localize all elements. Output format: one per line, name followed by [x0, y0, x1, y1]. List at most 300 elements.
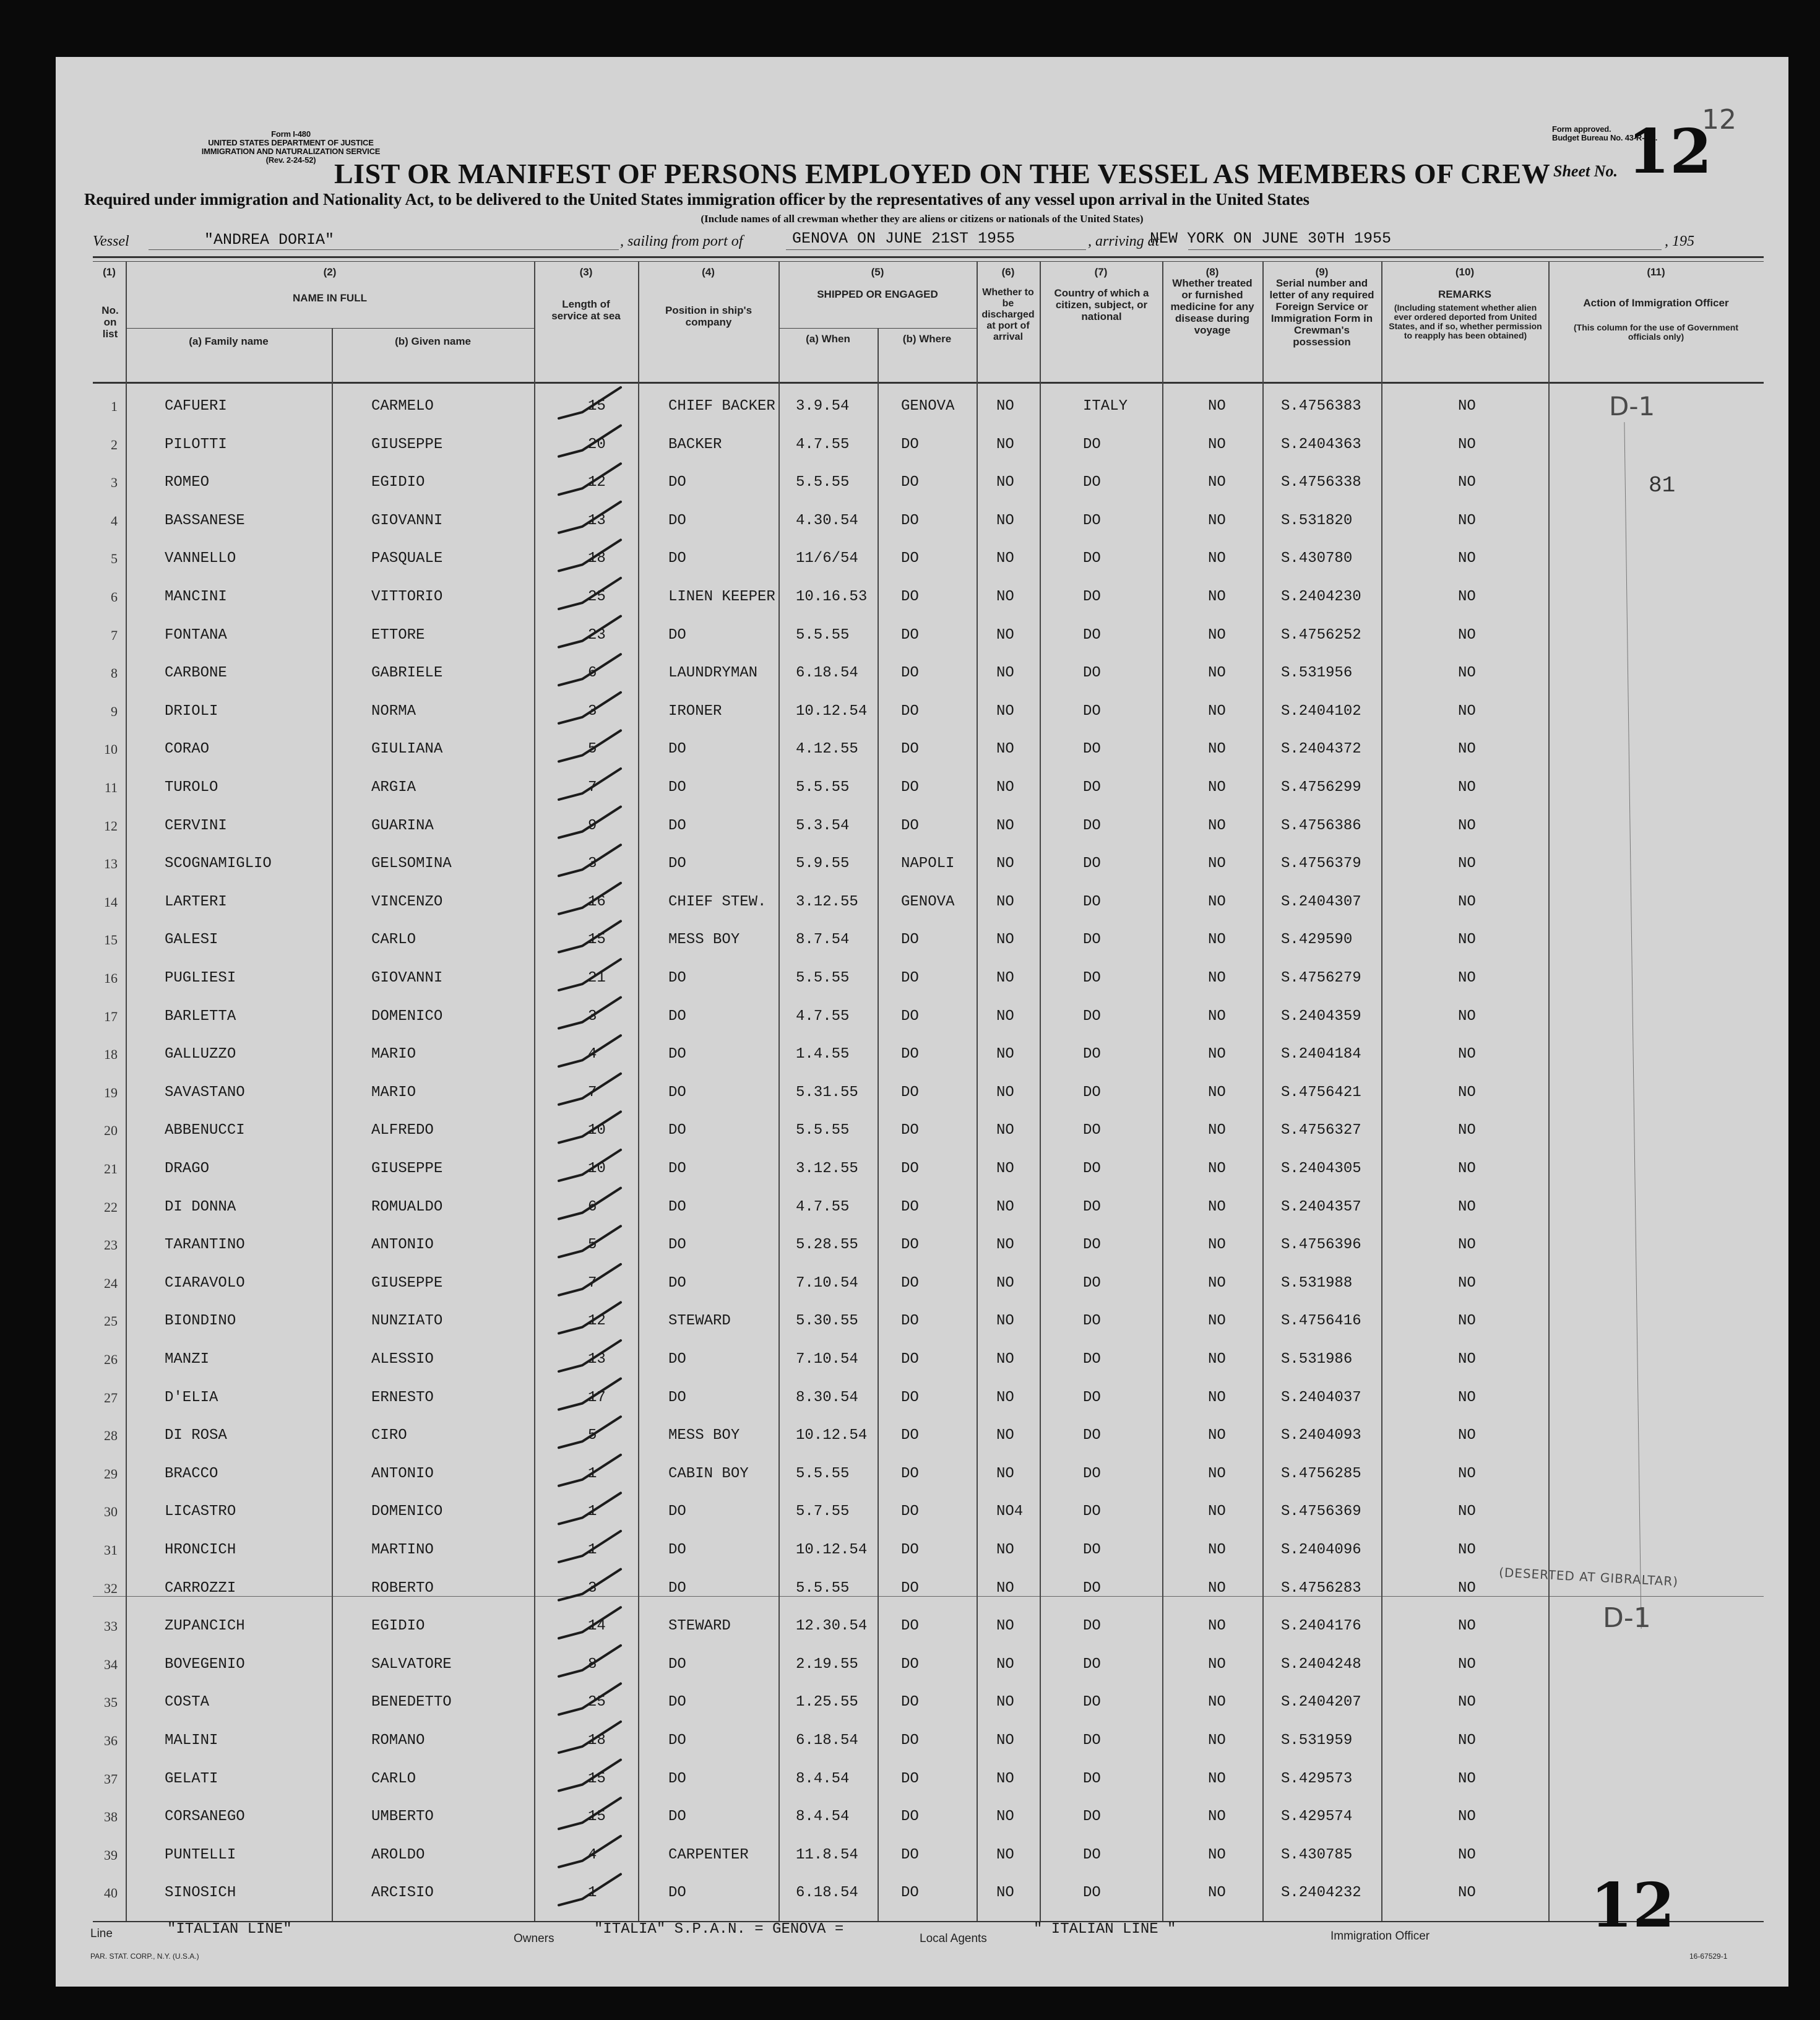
vessel-underline	[149, 249, 619, 250]
country: DO	[1083, 855, 1101, 872]
service-check-marks	[534, 385, 638, 1920]
service-length: 10	[588, 1122, 606, 1139]
medicine: NO	[1208, 855, 1226, 872]
engaged-where: DO	[901, 1503, 919, 1520]
engaged-when: 3.12.55	[796, 1160, 858, 1177]
family-name: MALINI	[165, 1732, 218, 1749]
sailing-underline	[786, 249, 1086, 250]
remarks: NO	[1458, 1808, 1476, 1825]
service-length: 25	[588, 589, 606, 605]
engaged-where: DO	[901, 1656, 919, 1673]
column-rule	[126, 261, 127, 1921]
row-number: 1	[111, 399, 118, 414]
discharged: NO	[996, 779, 1014, 796]
country: DO	[1083, 1122, 1101, 1139]
col-1-header: No. on list	[101, 304, 119, 340]
medicine: NO	[1208, 1771, 1226, 1787]
owners-value: "ITALIA" S.P.A.N. = GENOVA =	[594, 1921, 844, 1938]
discharged: NO	[996, 1427, 1014, 1444]
country: DO	[1083, 1084, 1101, 1101]
check-stroke	[559, 1646, 621, 1677]
medicine: NO	[1208, 931, 1226, 948]
medicine: NO	[1208, 818, 1226, 834]
check-stroke	[559, 1836, 621, 1867]
service-length: 5	[588, 1237, 597, 1253]
engaged-when: 5.5.55	[796, 1580, 850, 1597]
country: DO	[1083, 1771, 1101, 1787]
medicine: NO	[1208, 1503, 1226, 1520]
family-name: CORSANEGO	[165, 1808, 245, 1825]
medicine: NO	[1208, 436, 1226, 453]
service-length: 17	[588, 1389, 606, 1406]
given-name: DOMENICO	[371, 1503, 443, 1520]
service-length: 12	[588, 474, 606, 491]
budget-text: Budget Bureau No. 43-R-8.3.	[1552, 133, 1658, 142]
position: DO	[668, 1503, 686, 1520]
service-length: 8	[588, 1656, 597, 1673]
engaged-when: 3.9.54	[796, 398, 850, 415]
country: DO	[1083, 1656, 1101, 1673]
family-name: BIONDINO	[165, 1313, 236, 1329]
remarks: NO	[1458, 1884, 1476, 1901]
medicine: NO	[1208, 970, 1226, 986]
serial-number: S.531820	[1281, 512, 1353, 529]
serial-number: S.531988	[1281, 1275, 1353, 1292]
engaged-when: 4.7.55	[796, 1199, 850, 1215]
family-name: CIARAVOLO	[165, 1275, 245, 1292]
position: MESS BOY	[668, 931, 740, 948]
country: DO	[1083, 1389, 1101, 1406]
position: DO	[668, 1694, 686, 1711]
medicine: NO	[1208, 894, 1226, 910]
engaged-where: DO	[901, 474, 919, 491]
check-stroke	[559, 1722, 621, 1753]
vessel-name: "ANDREA DORIA"	[204, 231, 335, 249]
row-number: 23	[104, 1237, 118, 1253]
agents-value: " ITALIAN LINE "	[1033, 1921, 1176, 1938]
check-stroke	[559, 1226, 621, 1257]
country: DO	[1083, 779, 1101, 796]
name-header-divider	[126, 328, 534, 329]
position: DO	[668, 1122, 686, 1139]
service-length: 4	[588, 1847, 597, 1863]
remarks: NO	[1458, 1427, 1476, 1444]
country: DO	[1083, 818, 1101, 834]
col-8-header: Whether treated or furnished medicine for any disease during voyage	[1170, 277, 1254, 336]
service: IMMIGRATION AND NATURALIZATION SERVICE	[201, 147, 381, 156]
given-name: NORMA	[371, 703, 416, 720]
service-length: 10	[588, 1160, 606, 1177]
col-3-number: (3)	[579, 266, 593, 278]
row-number: 38	[104, 1809, 118, 1824]
serial-number: S.4756338	[1281, 474, 1361, 491]
discharged: NO	[996, 627, 1014, 644]
row-number: 35	[104, 1694, 118, 1710]
col-2b-header: (b) Given name	[395, 335, 471, 347]
engaged-when: 6.18.54	[796, 1884, 858, 1901]
engaged-where: GENOVA	[901, 894, 955, 910]
engaged-where: DO	[901, 550, 919, 567]
position: MESS BOY	[668, 1427, 740, 1444]
row-number: 37	[104, 1771, 118, 1787]
serial-number: S.2404359	[1281, 1008, 1361, 1025]
position: DO	[668, 741, 686, 758]
remarks: NO	[1458, 589, 1476, 605]
service-length: 16	[588, 894, 606, 910]
form-note: (Include names of all crewman whether they are aliens or citizens or nationals of the United States)	[701, 213, 1144, 225]
serial-number: S.430780	[1281, 550, 1353, 567]
serial-number: S.4756396	[1281, 1237, 1361, 1253]
medicine: NO	[1208, 1656, 1226, 1673]
family-name: BASSANESE	[165, 512, 245, 529]
row-number: 32	[104, 1581, 118, 1596]
medicine: NO	[1208, 474, 1226, 491]
arriving-label: , arriving at	[1088, 233, 1160, 249]
service-length: 1	[588, 1503, 597, 1520]
check-stroke	[559, 693, 621, 723]
engaged-when: 5.7.55	[796, 1503, 850, 1520]
col-11-header: Action of Immigration Officer	[1583, 297, 1729, 309]
medicine: NO	[1208, 1618, 1226, 1634]
print-code: 16-67529-1	[1689, 1952, 1728, 1961]
discharged: NO	[996, 1275, 1014, 1292]
row-number: 34	[104, 1657, 118, 1672]
row-number: 21	[104, 1161, 118, 1176]
family-name: MANCINI	[165, 589, 227, 605]
engaged-when: 1.25.55	[796, 1694, 858, 1711]
discharged: NO4	[996, 1503, 1024, 1520]
serial-number: S.2404357	[1281, 1199, 1361, 1215]
medicine: NO	[1208, 1008, 1226, 1025]
check-stroke	[559, 1493, 621, 1524]
engaged-when: 4.7.55	[796, 436, 850, 453]
row-number: 40	[104, 1885, 118, 1901]
check-stroke	[559, 1683, 621, 1714]
check-stroke	[559, 1340, 621, 1371]
engaged-when: 7.10.54	[796, 1351, 858, 1368]
serial-number: S.429573	[1281, 1771, 1353, 1787]
corner-pencil-mark: 12	[1702, 104, 1736, 136]
given-name: SALVATORE	[371, 1656, 452, 1673]
row-number: 27	[104, 1390, 118, 1405]
serial-number: S.4756386	[1281, 818, 1361, 834]
serial-number: S.2404176	[1281, 1618, 1361, 1634]
service-length: 7	[588, 1275, 597, 1292]
country: DO	[1083, 1427, 1101, 1444]
row-number: 33	[104, 1618, 118, 1634]
engaged-where: DO	[901, 970, 919, 986]
arriving-port: NEW YORK ON JUNE 30TH 1955	[1150, 230, 1392, 248]
serial-number: S.4756369	[1281, 1503, 1361, 1520]
given-name: NUNZIATO	[371, 1313, 443, 1329]
check-stroke	[559, 1188, 621, 1219]
country: DO	[1083, 1732, 1101, 1749]
country: DO	[1083, 1046, 1101, 1063]
country: DO	[1083, 1275, 1101, 1292]
given-name: GIOVANNI	[371, 970, 443, 986]
engaged-where: DO	[901, 436, 919, 453]
medicine: NO	[1208, 779, 1226, 796]
country: DO	[1083, 1847, 1101, 1863]
approval-text: Form approved.	[1552, 124, 1611, 134]
check-stroke	[559, 1569, 621, 1600]
check-stroke	[559, 1302, 621, 1333]
position: STEWARD	[668, 1313, 731, 1329]
service-length: 7	[588, 1084, 597, 1101]
remarks: NO	[1458, 931, 1476, 948]
discharged: NO	[996, 1389, 1014, 1406]
col-10-note: (Including statement whether alien ever ordered deported from United States, and if so, whether permission to reapply has been obtained)	[1389, 303, 1542, 340]
discharged: NO	[996, 894, 1014, 910]
engaged-when: 6.18.54	[796, 1732, 858, 1749]
medicine: NO	[1208, 1122, 1226, 1139]
discharged: NO	[996, 703, 1014, 720]
engaged-when: 10.12.54	[796, 703, 868, 720]
country: DO	[1083, 1465, 1101, 1482]
engaged-when: 5.3.54	[796, 818, 850, 834]
medicine: NO	[1208, 1884, 1226, 1901]
discharged: NO	[996, 1237, 1014, 1253]
check-stroke	[559, 426, 621, 457]
check-stroke	[559, 1264, 621, 1295]
given-name: PASQUALE	[371, 550, 443, 567]
row-number: 29	[104, 1466, 118, 1482]
given-name: DOMENICO	[371, 1008, 443, 1025]
given-name: CARLO	[371, 1771, 416, 1787]
service-length: 1	[588, 1465, 597, 1482]
country: DO	[1083, 1351, 1101, 1368]
medicine: NO	[1208, 1351, 1226, 1368]
col-2a-header: (a) Family name	[189, 335, 269, 347]
col-10-number: (10)	[1455, 266, 1475, 278]
family-name: VANNELLO	[165, 550, 236, 567]
row-number: 19	[104, 1085, 118, 1100]
vessel-label: Vessel	[93, 233, 129, 249]
serial-number: S.4756416	[1281, 1313, 1361, 1329]
serial-number: S.2404102	[1281, 703, 1361, 720]
check-stroke	[559, 578, 621, 609]
serial-number: S.4756421	[1281, 1084, 1361, 1101]
given-name: VITTORIO	[371, 589, 443, 605]
service-length: 20	[588, 436, 606, 453]
medicine: NO	[1208, 703, 1226, 720]
row-number: 26	[104, 1352, 118, 1367]
remarks: NO	[1458, 550, 1476, 567]
remarks: NO	[1458, 1046, 1476, 1063]
remarks: NO	[1458, 1313, 1476, 1329]
engaged-where: DO	[901, 1046, 919, 1063]
table-top-rule-inner	[93, 261, 1764, 262]
service-length: 15	[588, 398, 606, 415]
engaged-where: DO	[901, 1160, 919, 1177]
discharged: NO	[996, 550, 1014, 567]
discharged: NO	[996, 1580, 1014, 1597]
row-number: 20	[104, 1123, 118, 1138]
family-name: CERVINI	[165, 818, 227, 834]
engaged-when: 4.7.55	[796, 1008, 850, 1025]
medicine: NO	[1208, 1275, 1226, 1292]
remarks: NO	[1458, 1847, 1476, 1863]
given-name: GIOVANNI	[371, 512, 443, 529]
owners-label: Owners	[514, 1932, 554, 1945]
row-number: 14	[104, 894, 118, 910]
country: DO	[1083, 474, 1101, 491]
medicine: NO	[1208, 1313, 1226, 1329]
family-name: BARLETTA	[165, 1008, 236, 1025]
engaged-where: DO	[901, 665, 919, 681]
engaged-where: DO	[901, 512, 919, 529]
discharged: NO	[996, 1694, 1014, 1711]
serial-number: S.4756379	[1281, 855, 1361, 872]
medicine: NO	[1208, 1237, 1226, 1253]
engaged-where: GENOVA	[901, 398, 955, 415]
row-number: 22	[104, 1199, 118, 1215]
engaged-when: 5.5.55	[796, 1122, 850, 1139]
discharged: NO	[996, 1884, 1014, 1901]
remarks: NO	[1458, 1580, 1476, 1597]
engaged-when: 4.30.54	[796, 512, 858, 529]
given-name: MARIO	[371, 1046, 416, 1063]
remarks: NO	[1458, 1084, 1476, 1101]
position: DO	[668, 1351, 686, 1368]
country: DO	[1083, 589, 1101, 605]
serial-number: S.531959	[1281, 1732, 1353, 1749]
position: CHIEF BACKER	[668, 398, 775, 415]
check-stroke	[559, 540, 621, 571]
check-stroke	[559, 1074, 621, 1105]
service-length: 14	[588, 1618, 606, 1634]
country: DO	[1083, 1160, 1101, 1177]
given-name: AROLDO	[371, 1847, 425, 1863]
engaged-when: 5.5.55	[796, 474, 850, 491]
serial-number: S.531986	[1281, 1351, 1353, 1368]
country: DO	[1083, 1618, 1101, 1634]
position: IRONER	[668, 703, 722, 720]
engaged-when: 5.5.55	[796, 627, 850, 644]
position: LINEN KEEPER	[668, 589, 775, 605]
check-stroke	[559, 654, 621, 685]
engaged-when: 5.5.55	[796, 779, 850, 796]
serial-number: S.429590	[1281, 931, 1353, 948]
service-length: 21	[588, 970, 606, 986]
family-name: GALESI	[165, 931, 218, 948]
engaged-when: 8.7.54	[796, 931, 850, 948]
row-number: 31	[104, 1542, 118, 1558]
medicine: NO	[1208, 1847, 1226, 1863]
given-name: CIRO	[371, 1427, 407, 1444]
engaged-where: DO	[901, 1199, 919, 1215]
remarks: NO	[1458, 703, 1476, 720]
medicine: NO	[1208, 550, 1226, 567]
remarks: NO	[1458, 779, 1476, 796]
given-name: GELSOMINA	[371, 855, 452, 872]
position: DO	[668, 1237, 686, 1253]
serial-number: S.2404093	[1281, 1427, 1361, 1444]
serial-number: S.2404096	[1281, 1542, 1361, 1558]
position: BACKER	[668, 436, 722, 453]
engaged-where: DO	[901, 703, 919, 720]
serial-number: S.4756285	[1281, 1465, 1361, 1482]
position: CARPENTER	[668, 1847, 749, 1863]
engaged-when: 11/6/54	[796, 550, 858, 567]
position: CHIEF STEW.	[668, 894, 767, 910]
row-number: 11	[104, 780, 118, 795]
given-name: GIUSEPPE	[371, 1275, 443, 1292]
row-number: 13	[104, 856, 118, 871]
given-name: ARCISIO	[371, 1884, 434, 1901]
discharged: NO	[996, 931, 1014, 948]
given-name: VINCENZO	[371, 894, 443, 910]
service-length: 15	[588, 931, 606, 948]
department: UNITED STATES DEPARTMENT OF JUSTICE	[208, 138, 374, 147]
medicine: NO	[1208, 1046, 1226, 1063]
engaged-when: 10.12.54	[796, 1542, 868, 1558]
column-rule	[332, 328, 333, 1921]
engaged-when: 5.9.55	[796, 855, 850, 872]
col-5-number: (5)	[871, 266, 884, 278]
medicine: NO	[1208, 398, 1226, 415]
engaged-where: DO	[901, 1313, 919, 1329]
remarks: NO	[1458, 1465, 1476, 1482]
sheet-label: Sheet No.	[1553, 162, 1618, 180]
service-length: 18	[588, 1732, 606, 1749]
serial-number: S.4756299	[1281, 779, 1361, 796]
discharged: NO	[996, 512, 1014, 529]
check-stroke	[559, 883, 621, 914]
engaged-when: 5.28.55	[796, 1237, 858, 1253]
service-length: 5	[588, 1427, 597, 1444]
serial-number: S.429574	[1281, 1808, 1353, 1825]
family-name: PUNTELLI	[165, 1847, 236, 1863]
col-5a-header: (a) When	[806, 333, 850, 345]
column-rule	[1381, 261, 1382, 1921]
country: DO	[1083, 1884, 1101, 1901]
engaged-when: 7.10.54	[796, 1275, 858, 1292]
check-stroke	[559, 959, 621, 990]
engaged-when: 6.18.54	[796, 665, 858, 681]
position: LAUNDRYMAN	[668, 665, 758, 681]
country: DO	[1083, 741, 1101, 758]
position: CABIN BOY	[668, 1465, 749, 1482]
given-name: GIUSEPPE	[371, 436, 443, 453]
family-name: ROMEO	[165, 474, 210, 491]
col-10-header: REMARKS	[1438, 288, 1491, 300]
row-number: 24	[104, 1275, 118, 1291]
service-length: 18	[588, 550, 606, 567]
column-rule	[638, 261, 639, 1921]
discharged: NO	[996, 1808, 1014, 1825]
family-name: LICASTRO	[165, 1503, 236, 1520]
check-stroke	[559, 730, 621, 761]
serial-number: S.2404248	[1281, 1656, 1361, 1673]
col-11-note: (This column for the use of Government officials only)	[1573, 322, 1739, 342]
check-stroke	[559, 921, 621, 952]
engaged-when: 11.8.54	[796, 1847, 858, 1863]
position: DO	[668, 818, 686, 834]
check-stroke	[559, 1798, 621, 1829]
col-9-number: (9)	[1315, 266, 1329, 278]
immigration-officer-label: Immigration Officer	[1330, 1930, 1430, 1943]
remarks: NO	[1458, 1618, 1476, 1634]
family-name: CAFUERI	[165, 398, 227, 415]
col-6-number: (6)	[1001, 266, 1015, 278]
discharged: NO	[996, 1542, 1014, 1558]
discharged: NO	[996, 1160, 1014, 1177]
row-number: 25	[104, 1313, 118, 1329]
revision: (Rev. 2-24-52)	[265, 155, 316, 165]
given-name: CARLO	[371, 931, 416, 948]
country: DO	[1083, 1542, 1101, 1558]
